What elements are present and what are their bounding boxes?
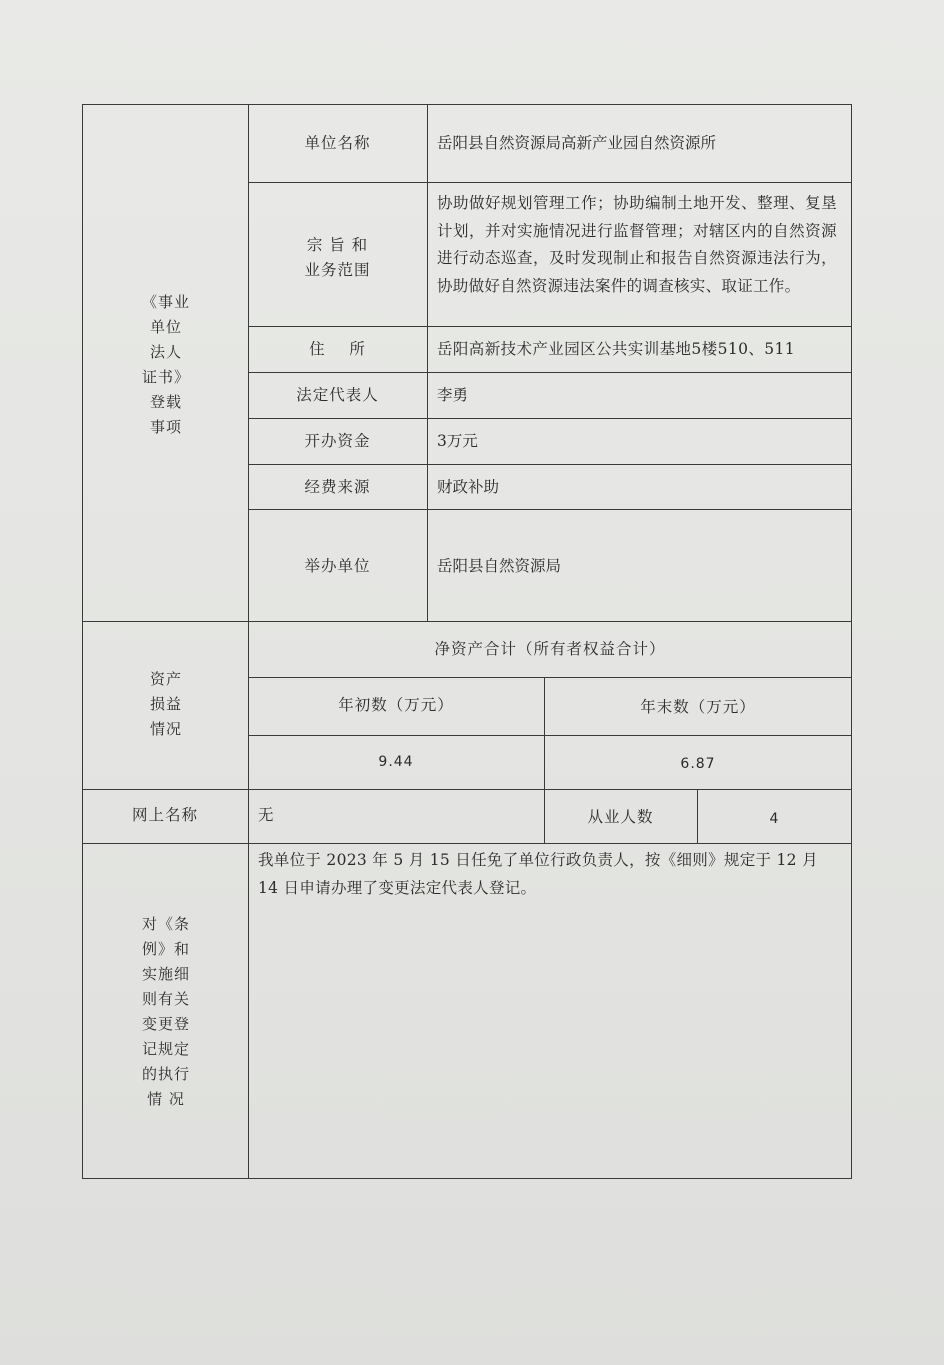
section-label-line: 情况 — [149, 720, 182, 738]
field-label-unit-name: 单位名称 — [304, 134, 371, 152]
section-label-line: 《事业 — [141, 293, 190, 311]
section-label-assets — [84, 667, 248, 742]
field-label-line: 宗 旨 和 — [306, 236, 369, 254]
execution-text: 我单位于 2023 年 5 月 15 日任免了单位行政负责人，按《细则》规定于 12 月 14 日申请办理了变更法定代表人登记。 — [258, 851, 818, 897]
field-label-online-name: 网上名称 — [131, 806, 198, 824]
divider — [82, 843, 852, 844]
field-value-startup-capital: 3万元 — [437, 432, 478, 450]
field-label-startup-capital: 开办资金 — [304, 432, 371, 450]
section-label-line: 实施细 — [141, 965, 190, 983]
divider — [82, 789, 852, 790]
section-label-line: 情 况 — [147, 1090, 185, 1108]
field-label-employees: 从业人数 — [587, 808, 654, 826]
field-value-employees: 4 — [769, 811, 780, 827]
section-label-line: 记规定 — [141, 1040, 190, 1058]
section-label-line: 资产 — [149, 670, 182, 688]
field-label-line: 业务范围 — [304, 261, 371, 279]
divider — [248, 509, 852, 510]
section-label-line: 的执行 — [141, 1065, 190, 1083]
column-header-year-end: 年末数（万元） — [640, 698, 756, 716]
divider — [248, 735, 852, 736]
section-label-line: 单位 — [149, 318, 182, 336]
field-value-address: 岳阳高新技术产业园区公共实训基地5楼510、511 — [437, 340, 796, 358]
section-label-line: 证书》 — [141, 368, 190, 386]
divider — [248, 182, 852, 183]
section-label-line: 登载 — [149, 393, 182, 411]
field-value-sponsor-unit: 岳阳县自然资源局 — [437, 557, 562, 575]
section-label-line: 对《条 — [141, 915, 190, 933]
column-header-year-start: 年初数（万元） — [338, 696, 454, 714]
net-assets-header: 净资产合计（所有者权益合计） — [434, 640, 666, 658]
section-label-registration — [84, 290, 248, 440]
divider — [248, 418, 852, 419]
section-label-line: 则有关 — [141, 990, 190, 1008]
section-label-line: 损益 — [149, 695, 182, 713]
divider — [248, 677, 852, 678]
section-label-execution — [84, 912, 248, 1112]
section-label-line: 法人 — [149, 343, 182, 361]
divider — [248, 326, 852, 327]
divider — [248, 464, 852, 465]
section-label-line: 例》和 — [141, 940, 190, 958]
field-label-purpose-scope — [248, 233, 427, 283]
field-value-online-name: 无 — [258, 806, 274, 824]
section-label-line: 事项 — [149, 418, 182, 436]
divider — [248, 372, 852, 373]
field-label-sponsor-unit: 举办单位 — [304, 557, 371, 575]
section-label-line: 变更登 — [141, 1015, 190, 1033]
value-year-start: 9.44 — [378, 754, 414, 770]
field-label-legal-representative: 法定代表人 — [296, 386, 379, 404]
field-value-purpose-scope: 协助做好规划管理工作；协助编制土地开发、整理、复垦计划，并对实施情况进行监督管理；对辖区内的自然资源进行动态巡查，及时发现制止和报告自然资源违法行为，协助做好自然资源违法案件的调查核实、取证工作。 — [437, 194, 837, 295]
field-value-unit-name: 岳阳县自然资源局高新产业园自然资源所 — [437, 134, 717, 152]
field-value-funding-source: 财政补助 — [437, 478, 500, 496]
field-label-address: 住 所 — [309, 340, 366, 358]
field-value-legal-representative: 李勇 — [437, 386, 469, 404]
value-year-end: 6.87 — [680, 756, 716, 772]
field-label-funding-source: 经费来源 — [304, 478, 371, 496]
divider — [82, 621, 852, 622]
